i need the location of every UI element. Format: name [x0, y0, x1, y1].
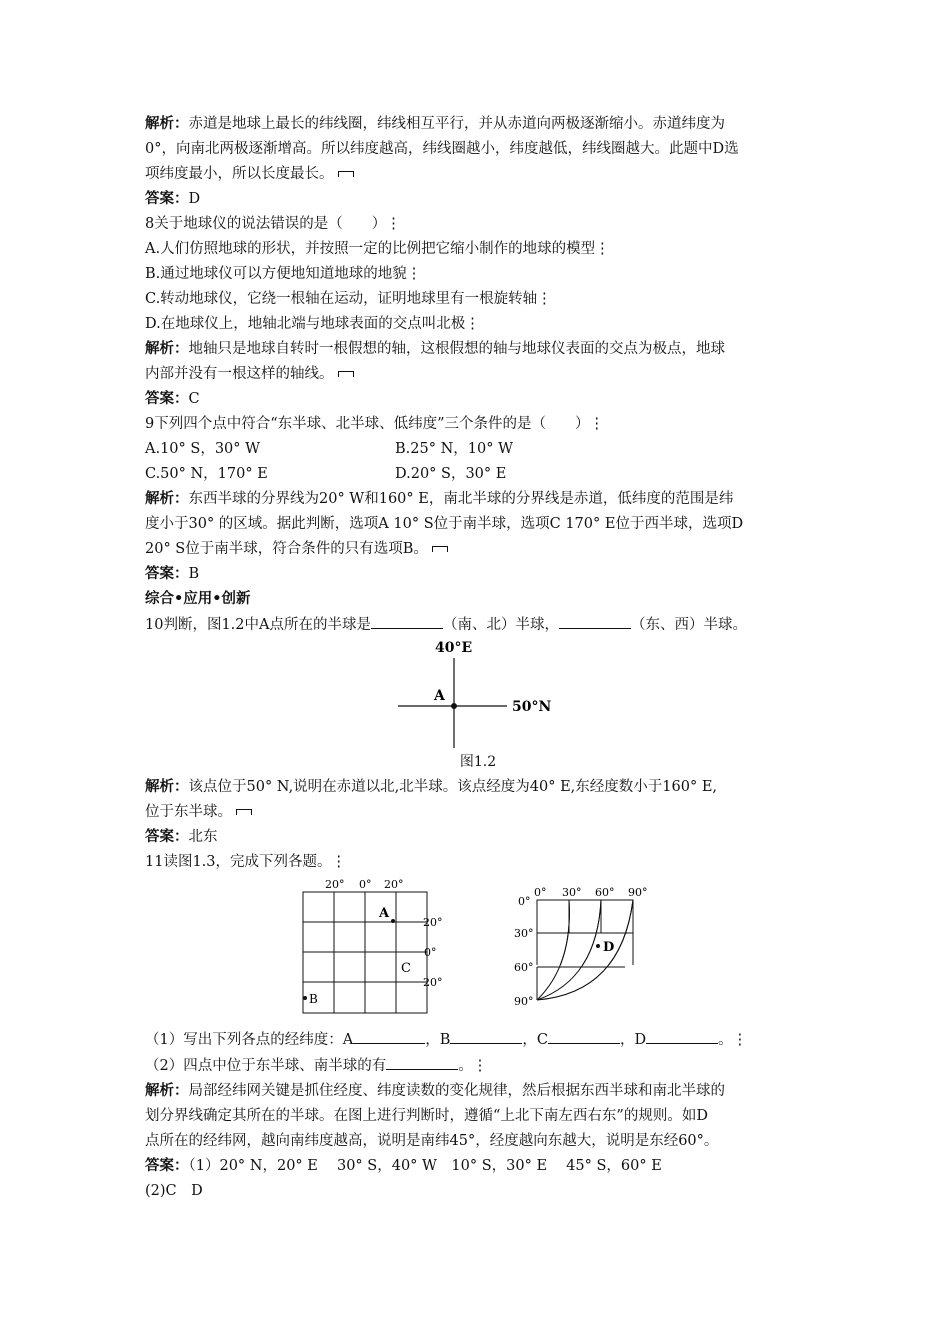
q9-analysis-line3: 20° S位于南半球，符合条件的只有选项B。 [145, 537, 811, 562]
q9-answer: 答案：B [145, 566, 200, 582]
grid-left [303, 892, 427, 1013]
fig12-point-a: A [434, 688, 445, 704]
grid-right-point-d: D [603, 940, 615, 955]
edit-mark-icon [338, 371, 354, 377]
q8-option-b: B.通过地球仪可以方便地知道地球的地貌⋮ [145, 266, 422, 282]
q11-blank-a[interactable] [353, 1027, 425, 1044]
grid-right-top-label-4: 90° [628, 886, 648, 899]
document-page [145, 112, 811, 1204]
q10-stem: 10判断，图1.2中A点所在的半球是 （南、北）半球， （东、西）半球。 [145, 612, 811, 638]
q11-blank-b[interactable] [450, 1027, 522, 1044]
q9-analysis: 解析：东西半球的分界线为20° W和160° E，南北半球的分界线是赤道，低纬度的范围是纬 [145, 491, 734, 507]
q9-stem: 9下列四个点中符合“东半球、北半球、低纬度”三个条件的是（ ）⋮ [145, 416, 605, 432]
q10-analysis-line2: 位于东半球。 [145, 800, 811, 825]
q10-blank-1[interactable] [371, 612, 443, 629]
fig12-top-label: 40°E [435, 640, 473, 656]
q9-options-row2 [145, 462, 811, 487]
fig12-right-label: 50°N [512, 699, 552, 715]
grid-right-left-label-3: 60° [514, 961, 534, 974]
edit-mark-icon [432, 546, 448, 552]
q7-analysis-line2: 0°，向南北两极逐渐增高。所以纬度越高，纬线圈越小，纬度越低，纬线圈越大。此题中D选 [145, 141, 739, 157]
q11-blank-e[interactable] [386, 1053, 458, 1070]
q8-option-c: C.转动地球仪，它绕一根轴在运动，证明地球里有一根旋转轴⋮ [145, 291, 552, 307]
edit-mark-icon [236, 809, 252, 815]
figure-1-3 [145, 875, 811, 1015]
q11-answer: 答案：（1）20° N，20° E 30° S，40° W 10° S，30° E 45° S，60° E [145, 1158, 662, 1174]
grid-left-point-c: C [401, 961, 411, 976]
q9-option-a: A.10° S，30° W [145, 441, 261, 457]
grid-right-left-label-4: 90° [514, 995, 534, 1008]
figure-1-2-caption: 图1.2 [459, 754, 497, 770]
grid-left-top-label-3: 20° [384, 878, 404, 891]
q11-answer-line2: (2)C D [145, 1183, 203, 1199]
q11-analysis-line2: 划分界线确定其所在的半球。在图上进行判断时，遵循“上北下南左西右东”的规则。如D [145, 1108, 708, 1124]
q11-blank-d[interactable] [646, 1027, 718, 1044]
q11-sub1: （1）写出下列各点的经纬度：A ，B ，C ，D 。⋮ [145, 1027, 811, 1053]
figure-1-2 [145, 638, 811, 750]
grid-left-top-label-1: 20° [325, 878, 345, 891]
q10-answer: 答案：北东 [145, 829, 218, 845]
grid-right-top-label-1: 0° [534, 886, 547, 899]
q8-analysis: 解析：地轴只是地球自转时一根假想的轴，这根假想的轴与地球仪表面的交点为极点，地球 [145, 341, 725, 357]
grid-right-left-label-2: 30° [514, 927, 534, 940]
grid-right-top-label-3: 60° [595, 886, 615, 899]
q9-option-d: D.20° S，30° E [395, 466, 507, 482]
figure-1-2-drawing [145, 638, 811, 750]
q11-stem: 11读图1.3，完成下列各题。⋮ [145, 854, 347, 870]
section-title: 综合•应用•创新 [145, 591, 251, 607]
grid-left-right-label-2: 0° [424, 946, 437, 959]
q7-analysis: 解析：赤道是地球上最长的纬线圈，纬线相互平行，并从赤道向两极逐渐缩小。赤道纬度为 [145, 116, 725, 132]
q7-analysis-line3: 项纬度最小，所以长度最长。 [145, 162, 811, 187]
grid-left-right-label-3: 20° [423, 976, 443, 989]
grid-left-point-b: B [309, 992, 318, 1006]
q9-options-row1 [145, 437, 811, 462]
q11-sub2: （2）四点中位于东半球、南半球的有 。⋮ [145, 1053, 811, 1079]
figure-1-3-drawing [145, 875, 811, 1015]
edit-mark-icon [338, 171, 354, 177]
q11-analysis: 解析：局部经纬网关键是抓住经度、纬度读数的变化规律，然后根据东西半球和南北半球的 [145, 1083, 725, 1099]
q8-option-a: A.人们仿照地球的形状，并按照一定的比例把它缩小制作的地球的模型⋮ [145, 241, 610, 257]
q10-analysis: 解析：该点位于50° N,说明在赤道以北,北半球。该点经度为40° E,东经度数小于160° E, [145, 779, 718, 795]
grid-right-left-label-1: 0° [518, 895, 531, 908]
grid-left-top-label-2: 0° [359, 878, 372, 891]
q8-analysis-line2: 内部并没有一根这样的轴线。 [145, 362, 811, 387]
q11-analysis-line3: 点所在的经纬网，越向南纬度越高，说明是南纬45°，经度越向东越大，说明是东经60°。 [145, 1133, 719, 1149]
q8-stem: 8关于地球仪的说法错误的是（ ）⋮ [145, 216, 401, 232]
q11-blank-c[interactable] [548, 1027, 620, 1044]
grid-right-top-label-2: 30° [562, 886, 582, 899]
grid-left-point-a: A [379, 906, 390, 921]
q9-option-c: C.50° N，170° E [145, 466, 268, 482]
q8-option-d: D.在地球仪上，地轴北端与地球表面的交点叫北极⋮ [145, 316, 480, 332]
q9-analysis-line2: 度小于30° 的区域。据此判断，选项A 10° S位于南半球，选项C 170° E位于西半球，选项D [145, 516, 744, 532]
q9-option-b: B.25° N，10° W [395, 441, 513, 457]
grid-left-right-label-1: 20° [423, 916, 443, 929]
q7-answer: 答案：D [145, 191, 201, 207]
q8-answer: 答案：C [145, 391, 200, 407]
q10-blank-2[interactable] [559, 612, 631, 629]
